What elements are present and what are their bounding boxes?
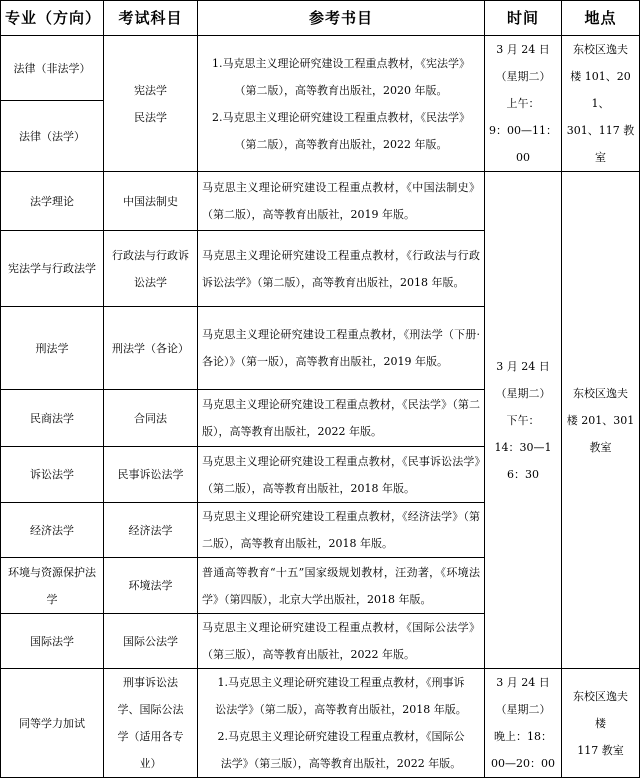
place-line: 东校区逸夫 xyxy=(573,386,628,400)
place-line: 室 xyxy=(595,151,606,164)
header-place: 地点 xyxy=(562,1,640,36)
subject-cell: 合同法 xyxy=(104,390,198,447)
time-line: 00—20：00 xyxy=(491,757,555,770)
major-cell: 经济法学 xyxy=(1,503,104,558)
place-cell xyxy=(562,172,640,669)
header-subject: 考试科目 xyxy=(104,1,198,36)
subject-cell: 环境法学 xyxy=(104,558,198,614)
subject-cell: 国际公法学 xyxy=(104,614,198,669)
book-line: 法学》（第三版），高等教育出版社，2022 年版。 xyxy=(220,757,462,770)
subject-cell: 刑法学（各论） xyxy=(104,307,198,390)
time-line: 3 月 24 日 xyxy=(496,676,550,689)
major-cell: 法律（法学） xyxy=(1,101,104,172)
place-cell xyxy=(562,36,640,172)
book-cell: 马克思主义理论研究建设工程重点教材，《民事诉讼法学》（第二版），高等教育出版社，2018 年版。 xyxy=(198,447,485,503)
subject-line: 业） xyxy=(139,757,162,770)
place-cell xyxy=(562,669,640,778)
subject-line: 民法学 xyxy=(134,110,167,124)
major-cell: 法学理论 xyxy=(1,172,104,231)
time-line: 9：00—11：00 xyxy=(489,124,557,164)
book-cell: 马克思主义理论研究建设工程重点教材，《行政法与行政诉讼法学》（第二版），高等教育出版社，2018 年版。 xyxy=(198,231,485,307)
book-cell: 马克思主义理论研究建设工程重点教材，《中国法制史》（第二版），高等教育出版社，2019 年版。 xyxy=(198,172,485,231)
header-books: 参考书目 xyxy=(198,1,485,36)
book-cell: 马克思主义理论研究建设工程重点教材，《民法学》（第二版），高等教育出版社，2022 年版。 xyxy=(198,390,485,447)
place-line: 东校区逸夫 xyxy=(573,689,628,703)
book-cell: 普通高等教育“十五”国家级规划教材，汪劲著，《环境法学》（第四版），北京大学出版社，2018 年版。 xyxy=(198,558,485,614)
time-line: （星期二） xyxy=(495,703,551,716)
place-line: 楼 201、301 xyxy=(566,413,635,427)
time-cell xyxy=(485,172,562,669)
book-cell: 马克思主义理论研究建设工程重点教材，《刑法学（下册·各论）》（第一版），高等教育出版社，2019 年版。 xyxy=(198,307,485,390)
time-line: 晚上：18： xyxy=(494,730,552,743)
time-line: 14：30—16：30 xyxy=(494,440,552,481)
book-line: 2.马克思主义理论研究建设工程重点教材，《国际公 xyxy=(217,730,465,743)
subject-cell: 民事诉讼法学 xyxy=(104,447,198,503)
book-line: 2.马克思主义理论研究建设工程重点教材，《民法学》 xyxy=(212,110,470,124)
book-line: 1.马克思主义理论研究建设工程重点教材，《宪法学》 xyxy=(212,56,470,70)
book-cell: 马克思主义理论研究建设工程重点教材，《国际公法学》（第三版），高等教育出版社，2022 年版。 xyxy=(198,614,485,669)
book-line: （第二版），高等教育出版社，2020 年版。 xyxy=(234,83,448,97)
place-line: 301、117 教 xyxy=(566,124,635,137)
major-cell: 同等学力加试 xyxy=(1,669,104,778)
book-line: （第二版），高等教育出版社，2022 年版。 xyxy=(234,137,448,151)
book-cell: 马克思主义理论研究建设工程重点教材，《经济法学》（第二版），高等教育出版社，2018 年版。 xyxy=(198,503,485,558)
time-line: 上午： xyxy=(506,97,540,110)
major-cell: 民商法学 xyxy=(1,390,104,447)
time-line: 3 月 24 日 xyxy=(496,359,550,373)
subject-cell: 经济法学 xyxy=(104,503,198,558)
book-line: 讼法学》（第二版），高等教育出版社，2018 年版。 xyxy=(215,703,467,716)
table-row xyxy=(1,172,640,231)
major-cell: 环境与资源保护法学 xyxy=(1,558,104,614)
time-line: 3 月 24 日 xyxy=(496,43,550,56)
major-cell: 刑法学 xyxy=(1,307,104,390)
place-line: 117 教室 xyxy=(577,743,624,757)
major-cell: 宪法学与行政法学 xyxy=(1,231,104,307)
book-cell xyxy=(198,669,485,778)
major-cell: 国际法学 xyxy=(1,614,104,669)
book-line: 1.马克思主义理论研究建设工程重点教材，《刑事诉 xyxy=(217,676,465,689)
subject-line: 宪法学 xyxy=(134,83,167,97)
time-cell xyxy=(485,36,562,172)
header-major: 专业（方向） xyxy=(1,1,104,36)
subject-line: 学、国际公法 xyxy=(117,703,184,716)
place-line: 教室 xyxy=(589,440,612,454)
subject-cell: 中国法制史 xyxy=(104,172,198,231)
subject-cell: 行政法与行政诉讼法学 xyxy=(104,231,198,307)
book-cell xyxy=(198,36,485,172)
header-row xyxy=(1,1,640,36)
place-line: 东校区逸夫 xyxy=(573,43,628,56)
subject-line: 刑事诉讼法 xyxy=(123,676,178,689)
table-row xyxy=(1,669,640,778)
subject-cell xyxy=(104,36,198,172)
time-line: （星期二） xyxy=(495,386,551,400)
major-cell: 法律（非法学） xyxy=(1,36,104,101)
subject-line: 学（适用各专 xyxy=(117,730,184,743)
time-line: 下午： xyxy=(506,413,540,427)
time-cell xyxy=(485,669,562,778)
subject-cell xyxy=(104,669,198,778)
header-time: 时间 xyxy=(485,1,562,36)
major-cell: 诉讼法学 xyxy=(1,447,104,503)
place-line: 楼 101、201、 xyxy=(570,70,631,110)
table-row xyxy=(1,36,640,101)
place-line: 楼 xyxy=(595,716,606,730)
time-line: （星期二） xyxy=(495,70,551,83)
